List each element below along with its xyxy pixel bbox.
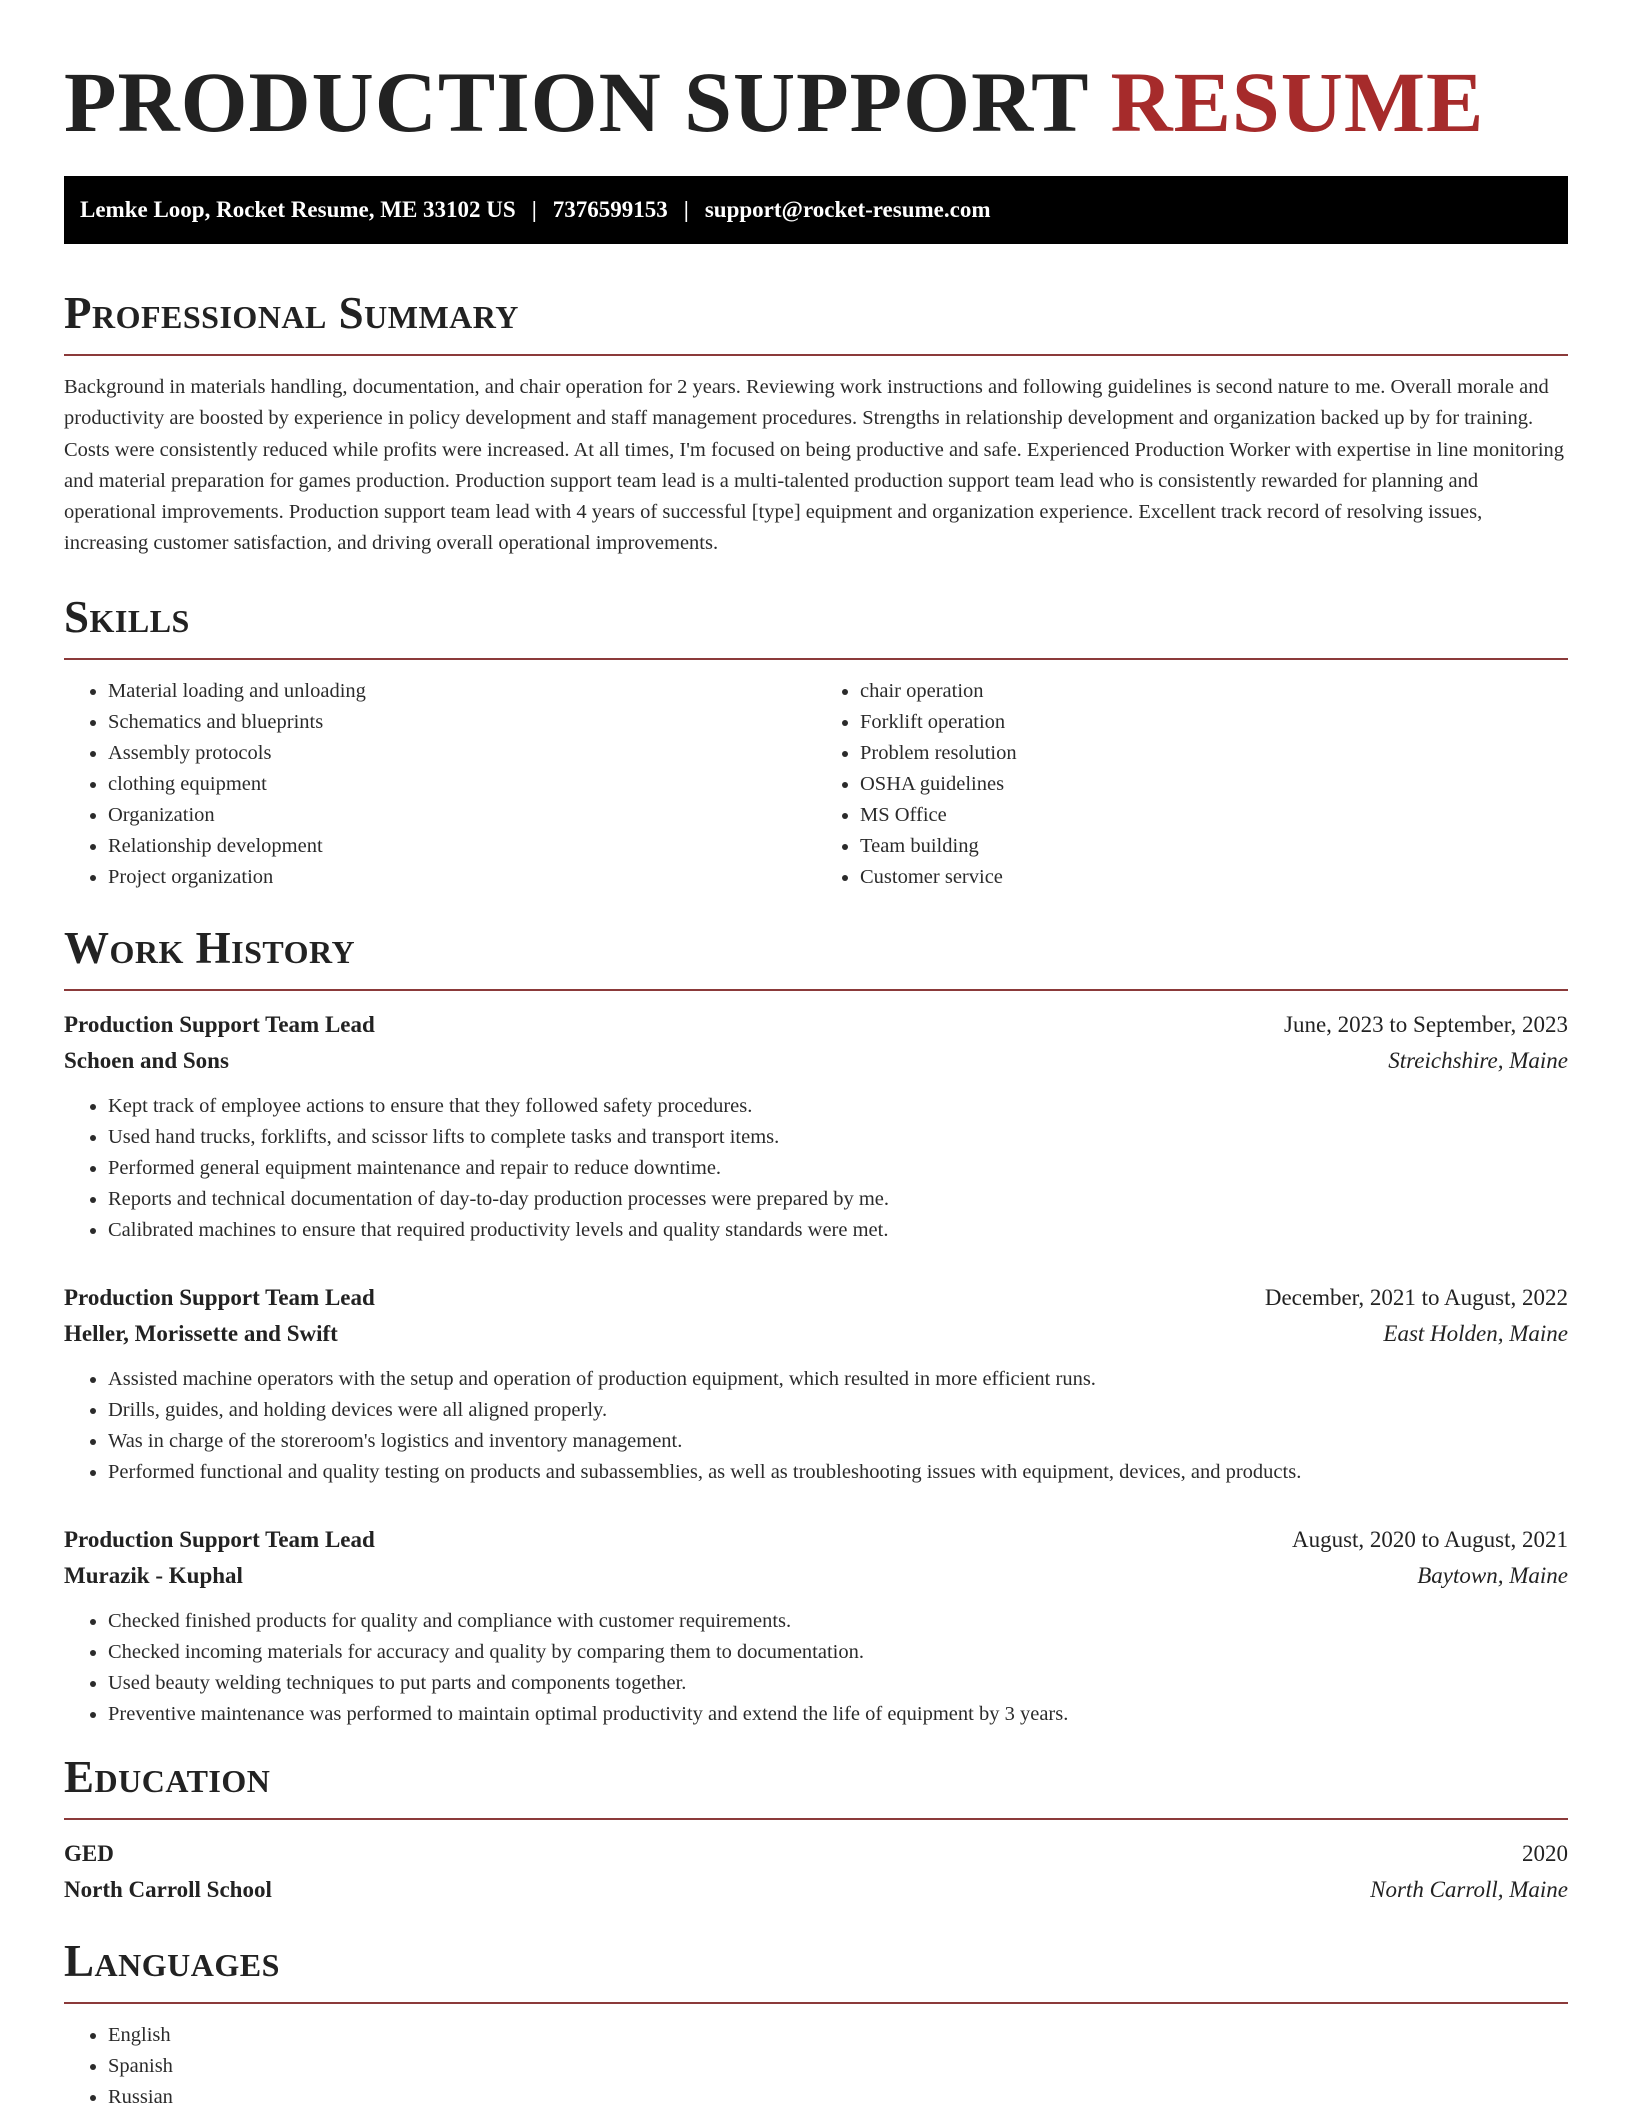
skill-item: • MS Office: [860, 800, 1568, 831]
job-dates: December, 2021 to August, 2022: [1264, 1284, 1568, 1310]
job-dates: August, 2020 to August, 2021: [1291, 1526, 1568, 1552]
education-school: North Carroll School: [64, 1876, 272, 1902]
skill-item: • Schematics and blueprints: [108, 707, 816, 738]
skills-column-left: [64, 676, 816, 893]
skill-item: • Team building: [860, 831, 1568, 862]
skill-item: • Customer service: [860, 862, 1568, 893]
job-bullet: • Checked incoming materials for accuracy and quality by comparing them to documentation.: [108, 1637, 1568, 1668]
skills-list-right: [816, 676, 1568, 893]
education-degree-row: [64, 1836, 1568, 1872]
job-location: Streichshire, Maine: [1388, 1047, 1568, 1073]
skill-item: • Problem resolution: [860, 738, 1568, 769]
education-location: North Carroll, Maine: [1370, 1876, 1568, 1902]
job-bullet: • Used hand trucks, forklifts, and scissor lifts to complete tasks and transport items.: [108, 1122, 1568, 1153]
contact-separator: |: [683, 197, 689, 222]
job-title: Production Support Team Lead: [64, 1011, 375, 1037]
skill-item: • Project organization: [108, 862, 816, 893]
job-bullet: • Performed functional and quality testing on products and subassemblies, as well as troubleshooting issues with equipment, devices, and products.: [108, 1457, 1568, 1488]
languages-section: [64, 1936, 1568, 2113]
summary-heading: Professional Summary: [64, 288, 519, 338]
job-entry: [64, 1007, 1568, 1246]
skills-list-left: [64, 676, 816, 893]
job-bullet: • Performed general equipment maintenance and repair to reduce downtime.: [108, 1153, 1568, 1184]
skills-column-right: [816, 676, 1568, 893]
education-degree: GED: [64, 1840, 114, 1866]
job-title: Production Support Team Lead: [64, 1284, 375, 1310]
skill-item: • clothing equipment: [108, 769, 816, 800]
job-bullet: • Checked finished products for quality and compliance with customer requirements.: [108, 1606, 1568, 1637]
skills-section: [64, 592, 1568, 893]
job-company-row: [64, 1043, 1568, 1079]
job-header-row: [64, 1280, 1568, 1316]
job-bullets: [64, 1606, 1568, 1730]
skill-item: • Assembly protocols: [108, 738, 816, 769]
skill-item: • chair operation: [860, 676, 1568, 707]
job-bullet: • Was in charge of the storeroom's logistics and inventory management.: [108, 1426, 1568, 1457]
job-bullet: • Used beauty welding techniques to put parts and components together.: [108, 1668, 1568, 1699]
education-heading: Education: [64, 1751, 271, 1802]
job-company-row: [64, 1558, 1568, 1594]
contact-address: Lemke Loop, Rocket Resume, ME 33102 US: [80, 197, 516, 222]
job-company: Heller, Morissette and Swift: [64, 1320, 338, 1346]
job-dates: June, 2023 to September, 2023: [1284, 1011, 1568, 1037]
work-history-section: [64, 923, 1568, 1730]
title-accent: RESUME: [1110, 54, 1485, 150]
section-divider: [64, 989, 1568, 991]
skill-item: • Relationship development: [108, 831, 816, 862]
job-entry: [64, 1280, 1568, 1488]
job-entry: [64, 1522, 1568, 1730]
job-bullet: • Reports and technical documentation of day-to-day production processes were prepared by me.: [108, 1184, 1568, 1215]
language-item: • English: [108, 2020, 1568, 2051]
contact-separator: |: [531, 197, 537, 222]
skill-item: • OSHA guidelines: [860, 769, 1568, 800]
contact-phone: 7376599153: [552, 197, 668, 222]
language-item: • Russian: [108, 2082, 1568, 2113]
job-bullet: • Assisted machine operators with the setup and operation of production equipment, which resulted in more efficient runs.: [108, 1364, 1568, 1395]
section-divider: [64, 658, 1568, 660]
section-divider: [64, 2002, 1568, 2004]
job-bullet: • Drills, guides, and holding devices were all aligned properly.: [108, 1395, 1568, 1426]
job-location: Baytown, Maine: [1417, 1562, 1568, 1588]
work-history-heading: Work History: [64, 922, 356, 973]
job-header-row: [64, 1007, 1568, 1043]
summary-text: Background in materials handling, documentation, and chair operation for 2 years. Reviewing work instructions and following guidelines is second nature to me. Overall morale and productivity are boosted by experience in policy development and staff management procedures. Strengths in relationship development and organization backed up by for training. Costs were consistently reduced while profits were increased. At all times, I'm focused on being productive and safe. Experienced Production Worker with expertise in line monitoring and material preparation for games production. Production support team lead is a multi-talented production support team lead who is consistently rewarded for planning and operational improvements. Production support team lead with 4 years of successful [type] equipment and organization experience. Excellent track record of resolving issues, increasing customer satisfaction, and driving overall operational improvements.: [64, 376, 1565, 555]
education-section: [64, 1752, 1568, 1908]
job-header-row: [64, 1522, 1568, 1558]
contact-email: support@rocket-resume.com: [704, 197, 991, 222]
job-title: Production Support Team Lead: [64, 1526, 375, 1552]
language-item: • Spanish: [108, 2051, 1568, 2082]
title-main: PRODUCTION SUPPORT: [64, 54, 1088, 150]
job-bullets: [64, 1091, 1568, 1246]
job-company-row: [64, 1316, 1568, 1352]
section-divider: [64, 1818, 1568, 1820]
languages-list: [64, 2020, 1568, 2113]
job-location: East Holden, Maine: [1383, 1320, 1568, 1346]
job-company: Schoen and Sons: [64, 1047, 229, 1073]
skill-item: • Material loading and unloading: [108, 676, 816, 707]
education-year: 2020: [1522, 1840, 1568, 1866]
skill-item: • Organization: [108, 800, 816, 831]
job-bullets: [64, 1364, 1568, 1488]
resume-title: [64, 52, 1568, 152]
education-school-row: [64, 1872, 1568, 1908]
section-divider: [64, 354, 1568, 356]
contact-bar: [64, 176, 1568, 244]
summary-section: [64, 288, 1568, 560]
skills-grid: [64, 676, 1568, 893]
job-bullet: • Preventive maintenance was performed to maintain optimal productivity and extend the life of equipment by 3 years.: [108, 1699, 1568, 1730]
job-bullet: • Kept track of employee actions to ensure that they followed safety procedures.: [108, 1091, 1568, 1122]
skill-item: • Forklift operation: [860, 707, 1568, 738]
skills-heading: Skills: [64, 591, 190, 642]
job-company: Murazik - Kuphal: [64, 1562, 243, 1588]
job-bullet: • Calibrated machines to ensure that required productivity levels and quality standards were met.: [108, 1215, 1568, 1246]
languages-heading: Languages: [64, 1935, 280, 1986]
